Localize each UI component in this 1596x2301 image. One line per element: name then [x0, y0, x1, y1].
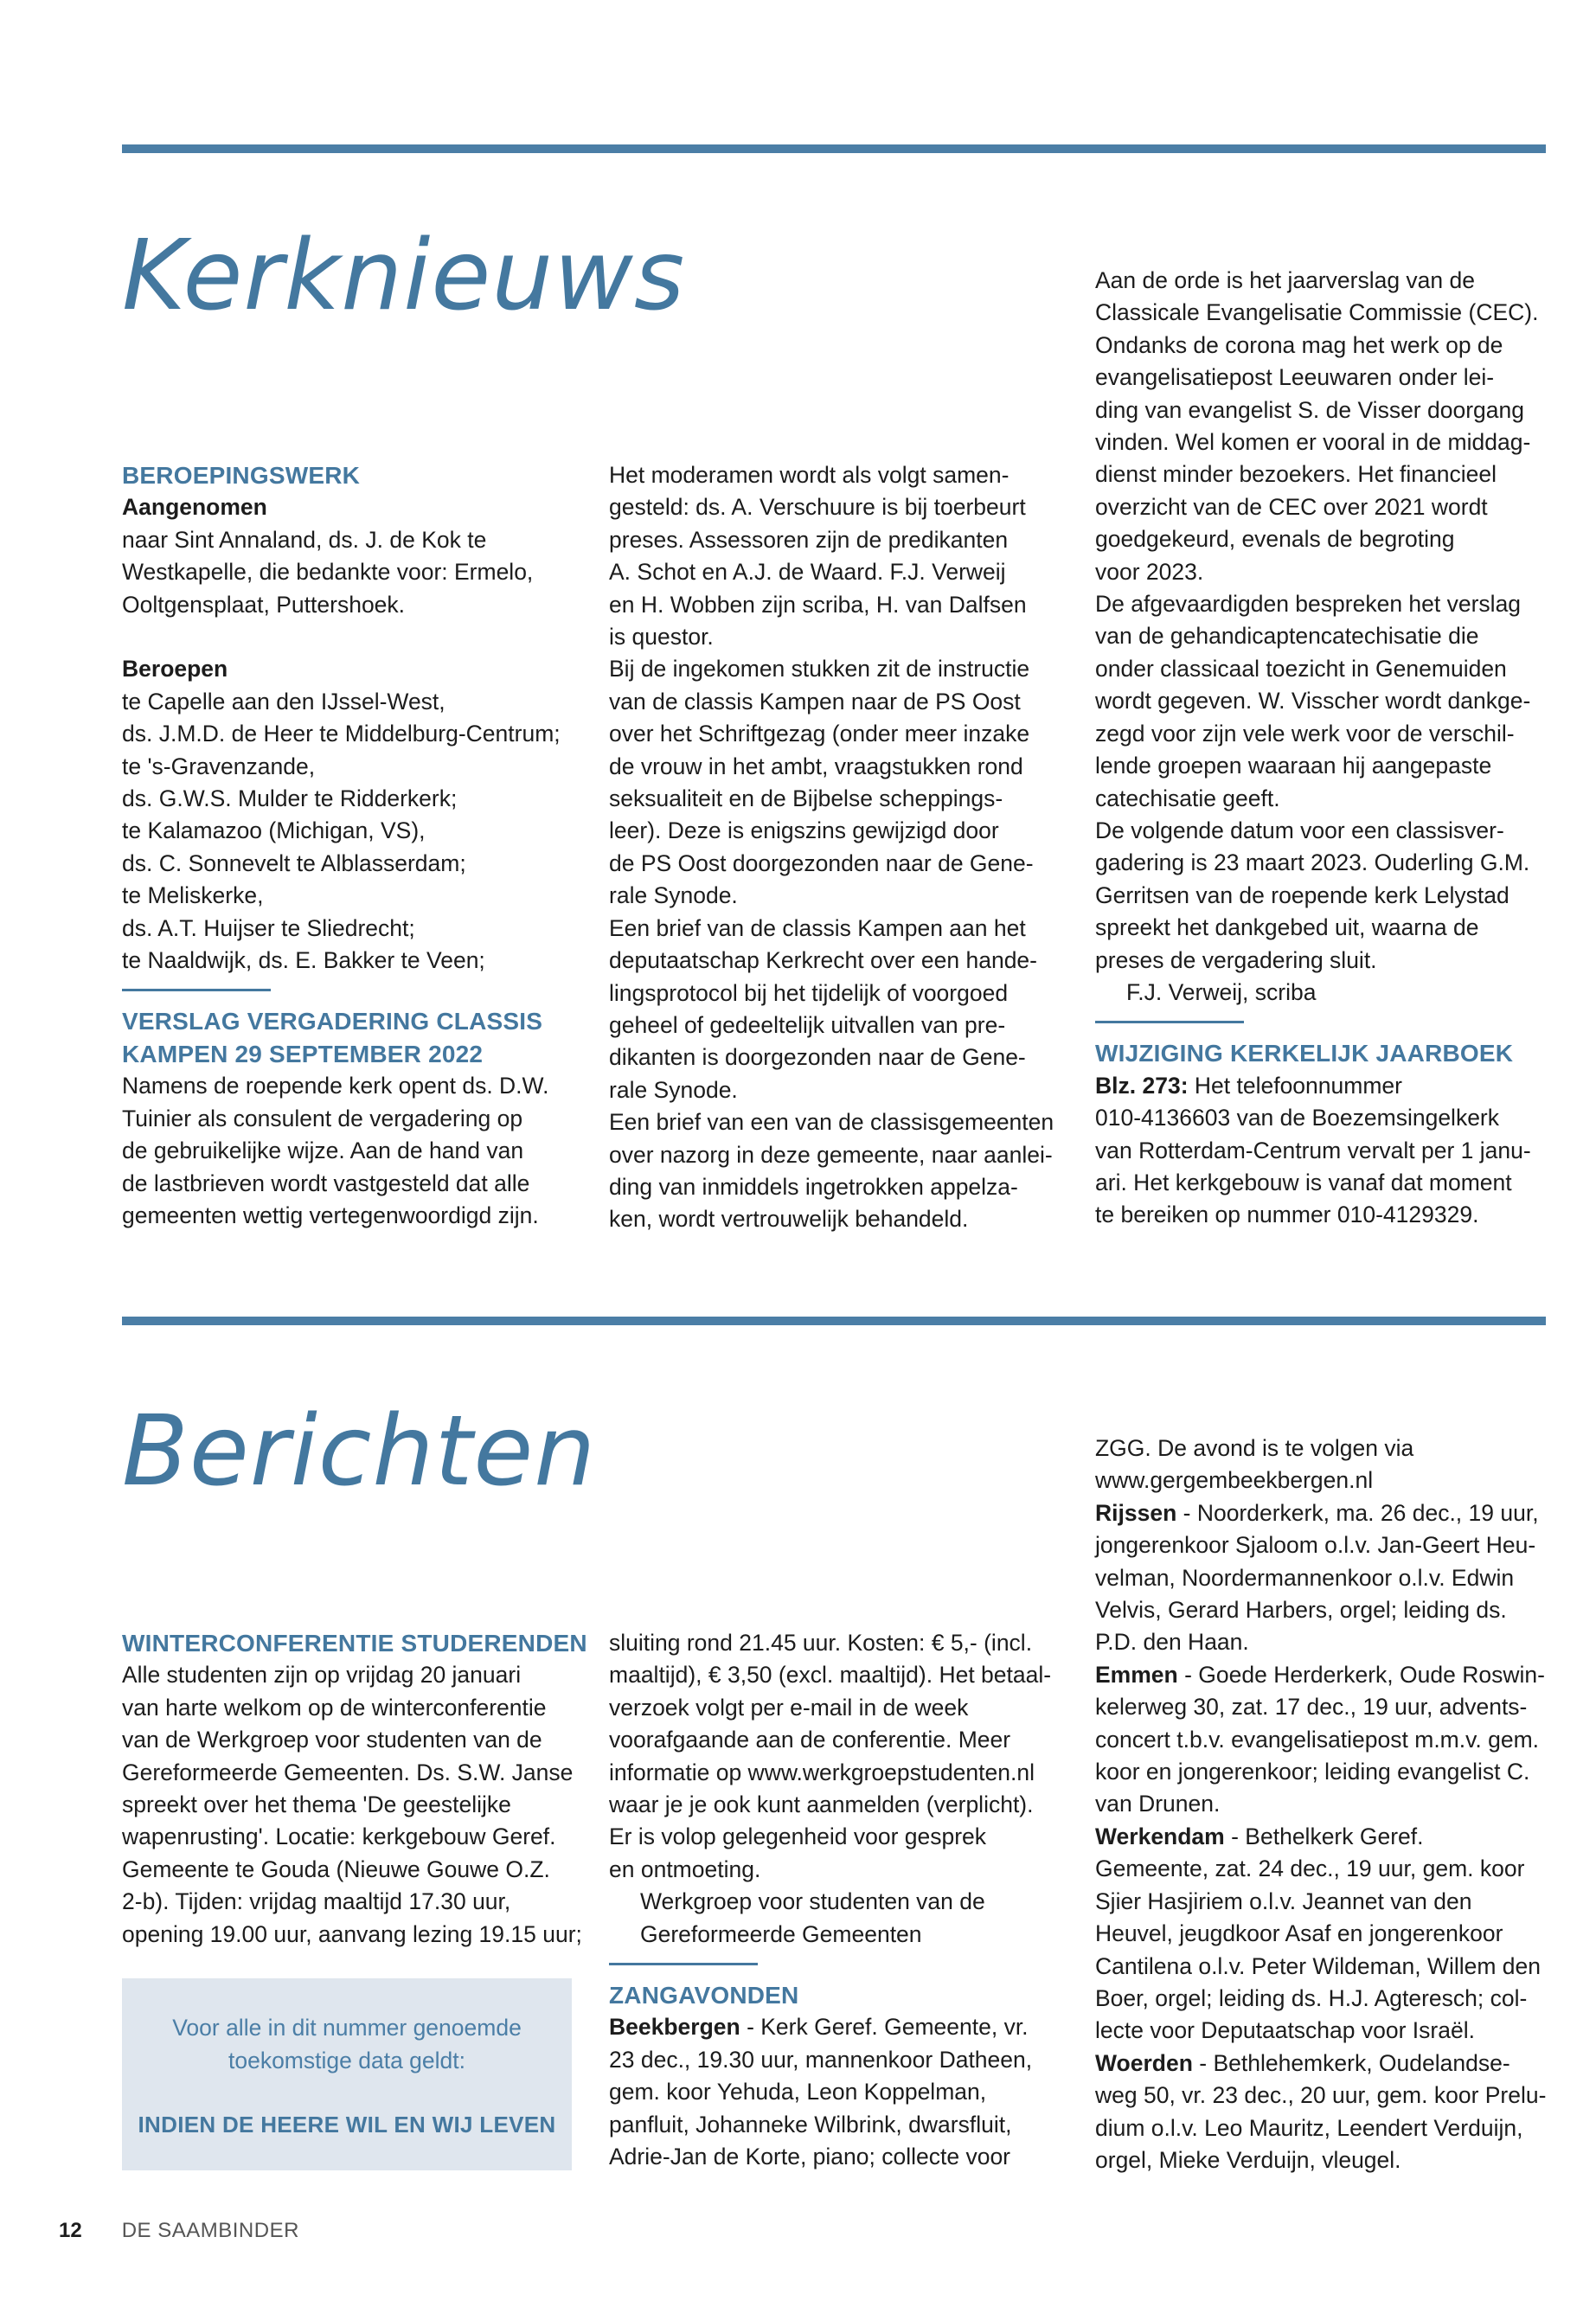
- text-line: dikanten is doorgezonden naar de Gene-: [609, 1044, 1026, 1071]
- text-line: Een brief van een van de classisgemeenten: [609, 1109, 1054, 1136]
- text-line: preses de vergadering sluit.: [1095, 946, 1377, 973]
- text-line: en ontmoeting.: [609, 1856, 761, 1882]
- text-line: over nazorg in deze gemeente, naar aanlei-: [609, 1141, 1053, 1168]
- text-line: ari. Het kerkgebouw is vanaf dat moment: [1095, 1169, 1512, 1195]
- text-line: de vrouw in het ambt, vraagstukken rond: [609, 753, 1023, 779]
- text-line: overzicht van de CEC over 2021 wordt: [1095, 493, 1488, 520]
- text-line: ds. G.W.S. Mulder te Ridderkerk;: [122, 785, 458, 812]
- text-line: jongerenkoor Sjaloom o.l.v. Jan-Geert Heu-: [1095, 1532, 1536, 1559]
- text-fragment: - Bethelkerk Geref.: [1224, 1823, 1424, 1849]
- text-line: catechisatie geeft.: [1095, 785, 1280, 811]
- text-line: Adrie-Jan de Korte, piano; collecte voor: [609, 2144, 1011, 2170]
- text-line: wordt gegeven. W. Visscher wordt dankge-: [1095, 688, 1531, 715]
- note-box: [122, 1978, 572, 2170]
- text-line: goedgekeurd, evenals de begroting: [1095, 526, 1455, 553]
- text-line: Boer, orgel; leiding ds. H.J. Agteresch; col-: [1095, 1984, 1528, 2011]
- text-fragment: - Bethlehemkerk, Oudelandse-: [1192, 2049, 1510, 2076]
- text-line: spreekt over het thema 'De geestelijke: [122, 1791, 511, 1818]
- text-line: seksualiteit en de Bijbelse scheppings-: [609, 785, 1003, 812]
- text-line: ds. A.T. Huijser te Sliedrecht;: [122, 914, 415, 941]
- top-rule: [122, 144, 1546, 153]
- text-line: koor en jongerenkoor; leiding evangelist C.: [1095, 1759, 1530, 1785]
- kerknieuws-column-2: [609, 459, 1076, 1236]
- text-line: Namens de roepende kerk opent ds. D.W.: [122, 1073, 549, 1099]
- text-line: voor 2023.: [1095, 558, 1204, 585]
- text-line: rale Synode.: [609, 882, 738, 909]
- text-line: geheel of gedeeltelijk uitvallen van pre-: [609, 1011, 1006, 1038]
- beroepingswerk-heading: BEROEPINGSWERK: [122, 462, 361, 489]
- text-line: de lastbrieven wordt vastgesteld dat alle: [122, 1170, 530, 1196]
- text-line: [1095, 1497, 1562, 1529]
- text-line: waar je je ook kunt aanmelden (verplicht).: [609, 1791, 1034, 1818]
- section-title-kerknieuws: Kerknieuws: [122, 220, 686, 332]
- text-line: gemeenten wettig vertegenwoordigd zijn.: [122, 1202, 539, 1228]
- text-line: [1095, 1659, 1562, 1691]
- text-line: onder classicaal toezicht in Genemuiden: [1095, 655, 1507, 682]
- text-line: ds. C. Sonnevelt te Alblasserdam;: [122, 849, 466, 876]
- text-line: panfluit, Johanneke Wilbrink, dwarsfluit,: [609, 2111, 1012, 2138]
- text-line: [1095, 1821, 1562, 1853]
- text-line: Er is volop gelegenheid voor gesprek: [609, 1823, 987, 1850]
- aangenomen-text: [122, 524, 589, 621]
- middle-rule: [122, 1317, 1546, 1325]
- article-separator: [609, 1963, 758, 1965]
- text-line: dium o.l.v. Leo Mauritz, Leendert Verduijn,: [1095, 2114, 1523, 2141]
- text-line: De volgende datum voor een classisver-: [1095, 817, 1504, 843]
- text-line: [609, 2011, 1076, 2043]
- text-line: Werkgroep voor studenten van de: [640, 1888, 985, 1915]
- text-line: gadering is 23 maart 2023. Ouderling G.M.: [1095, 849, 1530, 876]
- text-line: Classicale Evangelisatie Commissie (CEC).: [1095, 299, 1539, 326]
- text-line: te Meliskerke,: [122, 882, 264, 909]
- text-line: velman, Noordermannenkoor o.l.v. Edwin: [1095, 1564, 1515, 1591]
- beroepen-text: [122, 686, 589, 977]
- text-line: www.gergembeekbergen.nl: [1095, 1467, 1374, 1494]
- text-line: is questor.: [609, 624, 714, 651]
- text-line: orgel, Mieke Verduijn, vleugel.: [1095, 2146, 1401, 2173]
- text-line: Aan de orde is het jaarverslag van de: [1095, 267, 1475, 293]
- jaarboek-page-ref: Blz. 273:: [1095, 1072, 1189, 1099]
- text-line: Velvis, Gerard Harbers, orgel; leiding ds.: [1095, 1597, 1507, 1624]
- place-name: Rijssen: [1095, 1499, 1177, 1526]
- text-line: informatie op www.werkgroepstudenten.nl: [609, 1759, 1035, 1785]
- text-line: maaltijd), € 3,50 (excl. maaltijd). Het betaal-: [609, 1662, 1052, 1689]
- note-text: [122, 2011, 572, 2077]
- text-line: [1095, 2048, 1562, 2080]
- zangavond-werkendam: [1095, 1821, 1562, 2048]
- text-line: ds. J.M.D. de Heer te Middelburg-Centrum;: [122, 721, 561, 747]
- text-line: over het Schriftgezag (onder meer inzake: [609, 721, 1030, 747]
- winterconferentie-signature: [609, 1886, 1076, 1951]
- text-line: vinden. Wel komen er vooral in de middag-: [1095, 429, 1531, 456]
- text-line: Gemeente te Gouda (Nieuwe Gouwe O.Z.: [122, 1856, 550, 1882]
- text-line: opening 19.00 uur, aanvang lezing 19.15 uur;: [122, 1920, 582, 1947]
- text-fragment: - Noorderkerk, ma. 26 dec., 19 uur,: [1176, 1499, 1539, 1526]
- text-line: Sjier Hasjiriem o.l.v. Jeannet van den: [1095, 1888, 1472, 1914]
- text-line: naar Sint Annaland, ds. J. de Kok te: [122, 526, 487, 553]
- text-fragment: - Kerk Geref. Gemeente, vr.: [740, 2014, 1029, 2041]
- text-line: Bij de ingekomen stukken zit de instructie: [609, 656, 1030, 683]
- text-line: leer). Deze is enigszins gewijzigd door: [609, 817, 999, 844]
- text-line: dienst minder bezoekers. Het financieel: [1095, 461, 1497, 488]
- text-line: Gerritsen van de roepende kerk Lelystad: [1095, 881, 1509, 908]
- place-name: Werkendam: [1095, 1823, 1225, 1849]
- note-caption: INDIEN DE HEERE WIL EN WIJ LEVEN: [138, 2112, 556, 2138]
- text-line: en H. Wobben zijn scriba, H. van Dalfsen: [609, 591, 1027, 618]
- text-line: concert t.b.v. evangelisatiepost m.m.v. gem.: [1095, 1726, 1540, 1753]
- text-line: van de Werkgroep voor studenten van de: [122, 1727, 542, 1753]
- place-name: Woerden: [1095, 2049, 1193, 2076]
- note-line: toekomstige data geldt:: [228, 2048, 465, 2073]
- text-line: preses. Assessoren zijn de predikanten: [609, 526, 1009, 553]
- text-line: deputaatschap Kerkrecht over een hande-: [609, 947, 1037, 974]
- text-line: A. Schot en A.J. de Waard. F.J. Verweij: [609, 559, 1006, 586]
- text-line: Ondanks de corona mag het werk op de: [1095, 331, 1503, 358]
- text-line: te Capelle aan den IJssel-West,: [122, 688, 445, 715]
- text-line: de gebruikelijke wijze. Aan de hand van: [122, 1138, 524, 1164]
- zangavond-beekbergen: [609, 2011, 1076, 2173]
- text-line: lingsprotocol bij het tijdelijk of voorgoed: [609, 979, 1009, 1006]
- text-line: ZGG. De avond is te volgen via: [1095, 1435, 1414, 1461]
- text-line: P.D. den Haan.: [1095, 1629, 1249, 1656]
- text-line: Cantilena o.l.v. Peter Wildeman, Willem den: [1095, 1952, 1541, 1979]
- kerknieuws-column-1: [122, 459, 589, 1232]
- verslag-heading: [122, 1005, 589, 1070]
- text-line: van Rotterdam-Centrum vervalt per 1 janu-: [1095, 1137, 1531, 1163]
- winterconferentie-text-part-1: [122, 1659, 589, 1951]
- text-line: 010-4136603 van de Boezemsingelkerk: [1095, 1105, 1500, 1131]
- text-line: lecte voor Deputaatschap voor Israël.: [1095, 2017, 1475, 2044]
- article-separator: [1095, 1021, 1244, 1023]
- verslag-text-part-1: [122, 1070, 589, 1232]
- aangenomen-label: Aangenomen: [122, 494, 267, 521]
- heading-line: KAMPEN 29 SEPTEMBER 2022: [122, 1040, 484, 1067]
- text-line: De afgevaardigden bespreken het verslag: [1095, 591, 1522, 618]
- text-line: Ooltgensplaat, Puttershoek.: [122, 591, 406, 618]
- text-line: te Kalamazoo (Michigan, VS),: [122, 817, 426, 844]
- text-line: van de classis Kampen naar de PS Oost: [609, 688, 1021, 715]
- verslag-signature: F.J. Verweij, scriba: [1126, 978, 1317, 1005]
- text-line: van de gehandicaptencatechisatie die: [1095, 623, 1479, 650]
- text-line: Het moderamen wordt als volgt samen-: [609, 462, 1010, 488]
- text-line: Westkapelle, die bedankte voor: Ermelo,: [122, 559, 534, 586]
- text-fragment: Het telefoonnummer: [1188, 1072, 1402, 1099]
- page-footer: [59, 2219, 299, 2243]
- beroepen-label: Beroepen: [122, 656, 228, 683]
- text-line: sluiting rond 21.45 uur. Kosten: € 5,- (incl.: [609, 1630, 1033, 1656]
- note-line: Voor alle in dit nummer genoemde: [172, 2015, 522, 2041]
- text-line: te Naaldwijk, ds. E. Bakker te Veen;: [122, 947, 485, 974]
- text-line: wapenrusting'. Locatie: kerkgebouw Geref.: [122, 1823, 556, 1850]
- text-line: spreekt het dankgebed uit, waarna de: [1095, 914, 1479, 941]
- magazine-name: DE SAAMBINDER: [121, 2219, 299, 2242]
- text-line: de PS Oost doorgezonden naar de Gene-: [609, 849, 1034, 876]
- verslag-text-part-2: [609, 459, 1076, 1236]
- winterconferentie-heading: WINTERCONFERENTIE STUDERENDEN: [122, 1630, 587, 1657]
- jaarboek-heading: WIJZIGING KERKELIJK JAARBOEK: [1095, 1040, 1514, 1067]
- zangavond-woerden: [1095, 2048, 1562, 2177]
- place-name: Beekbergen: [609, 2014, 740, 2041]
- text-line: weg 50, vr. 23 dec., 20 uur, gem. koor Prelu-: [1095, 2082, 1547, 2109]
- text-line: rale Synode.: [609, 1076, 738, 1103]
- text-line: Een brief van de classis Kampen aan het: [609, 914, 1026, 941]
- article-separator: [122, 989, 271, 991]
- zangavonden-heading: ZANGAVONDEN: [609, 1982, 799, 2009]
- text-line: van harte welkom op de winterconferentie: [122, 1694, 547, 1721]
- text-line: 2-b). Tijden: vrijdag maaltijd 17.30 uur,: [122, 1888, 511, 1915]
- text-line: ding van inmiddels ingetrokken appelza-: [609, 1173, 1018, 1200]
- text-line: Tuinier als consulent de vergadering op: [122, 1105, 523, 1131]
- kerknieuws-column-3: [1095, 265, 1562, 1232]
- text-line: Gemeente, zat. 24 dec., 19 uur, gem. koor: [1095, 1856, 1525, 1882]
- text-line: ken, wordt vertrouwelijk behandeld.: [609, 1206, 969, 1233]
- text-line: ding van evangelist S. de Visser doorgang: [1095, 396, 1524, 423]
- text-line: te bereiken op nummer 010-4129329.: [1095, 1202, 1479, 1228]
- text-line: gesteld: ds. A. Verschuure is bij toerbeurt: [609, 494, 1026, 521]
- jaarboek-text: [1095, 1070, 1562, 1232]
- zangavond-emmen: [1095, 1659, 1562, 1821]
- text-line: voorafgaande aan de conferentie. Meer: [609, 1727, 1011, 1753]
- text-fragment: - Goede Herderkerk, Oude Roswin-: [1177, 1661, 1545, 1688]
- berichten-column-1: [122, 1627, 589, 1951]
- text-line: kelerweg 30, zat. 17 dec., 19 uur, advents-: [1095, 1694, 1528, 1721]
- text-line: van Drunen.: [1095, 1791, 1221, 1817]
- text-line: verzoek volgt per e-mail in de week: [609, 1694, 969, 1721]
- text-line: 23 dec., 19.30 uur, mannenkoor Datheen,: [609, 2046, 1033, 2073]
- zangavond-rijssen: [1095, 1497, 1562, 1659]
- text-line: [1095, 1070, 1562, 1102]
- text-line: te 's-Gravenzande,: [122, 753, 316, 779]
- text-line: lende groepen waaraan hij aangepaste: [1095, 753, 1492, 779]
- text-line: gem. koor Yehuda, Leon Koppelman,: [609, 2079, 987, 2106]
- section-title-berichten: Berichten: [122, 1395, 597, 1508]
- zangavond-beekbergen-cont: [1095, 1433, 1562, 1497]
- text-line: Heuvel, jeugdkoor Asaf en jongerenkoor: [1095, 1920, 1503, 1947]
- text-line: zegd voor zijn vele werk voor de verschil-: [1095, 720, 1515, 747]
- text-line: Gereformeerde Gemeenten. Ds. S.W. Janse: [122, 1759, 574, 1785]
- winterconferentie-text-part-2: [609, 1627, 1076, 1886]
- heading-line: VERSLAG VERGADERING CLASSIS: [122, 1008, 543, 1035]
- text-line: Gereformeerde Gemeenten: [640, 1920, 922, 1947]
- verslag-text-part-3: [1095, 265, 1562, 977]
- text-line: Alle studenten zijn op vrijdag 20 januari: [122, 1662, 522, 1689]
- text-line: evangelisatiepost Leeuwaren onder lei-: [1095, 364, 1495, 391]
- place-name: Emmen: [1095, 1661, 1178, 1688]
- page-number: 12: [59, 2219, 82, 2242]
- berichten-column-2: [609, 1627, 1076, 2174]
- berichten-column-3: [1095, 1433, 1562, 2176]
